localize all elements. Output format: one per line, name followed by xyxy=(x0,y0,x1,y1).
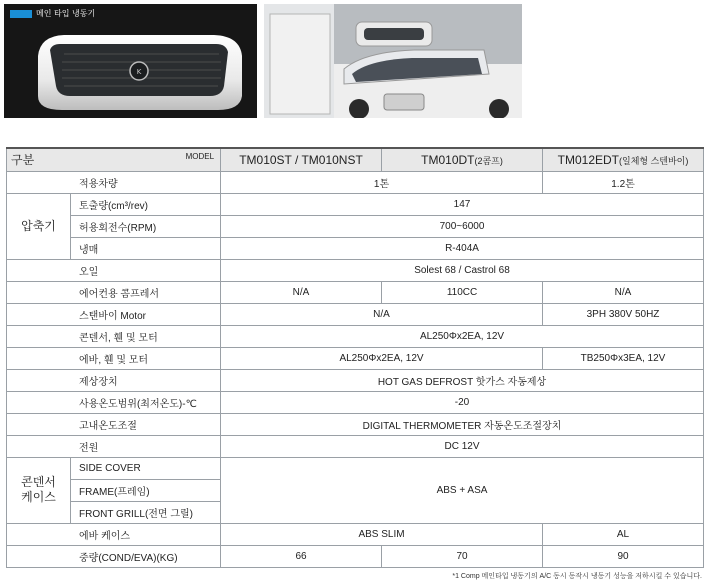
cell-value: 90 xyxy=(543,545,704,567)
table-row xyxy=(7,435,704,457)
row-label: 에어컨용 콤프레서 xyxy=(7,281,221,303)
table-row xyxy=(7,215,704,237)
model-name: TM010DT xyxy=(421,152,475,167)
model-name: TM010ST / TM010NST xyxy=(239,152,363,167)
cell-value: 1톤 xyxy=(221,171,543,193)
cell-value: HOT GAS DEFROST 핫가스 자동제상 xyxy=(221,369,704,391)
model-name: TM012EDT xyxy=(557,152,620,167)
row-label: 제상장치 xyxy=(7,369,221,391)
row-label: 사용온도범위(최저온도)-℃ xyxy=(7,391,221,413)
table-row xyxy=(7,457,704,479)
cell-value: N/A xyxy=(543,281,704,303)
gubun-label: 구분 xyxy=(11,153,35,168)
cell-value: DIGITAL THERMOMETER 자동온도조절장치 xyxy=(221,413,704,435)
table-row xyxy=(7,413,704,435)
cell-value: AL250Φx2EA, 12V xyxy=(221,325,704,347)
header-model-2 xyxy=(382,148,543,171)
svg-text:K: K xyxy=(136,68,142,76)
row-label: FRONT GRILL(전면 그릴) xyxy=(71,501,221,523)
header-model-3 xyxy=(543,148,704,171)
row-label: 고내온도조절 xyxy=(7,413,221,435)
row-label: 적용차량 xyxy=(7,171,221,193)
cell-value: N/A xyxy=(221,281,382,303)
table-row xyxy=(7,303,704,325)
row-label: 중량(COND/EVA)(KG) xyxy=(7,545,221,567)
group-label-case: 콘덴서 케이스 xyxy=(7,457,71,523)
row-label: 냉매 xyxy=(71,237,221,259)
product-photo-truck xyxy=(264,4,522,118)
cell-value: 1.2톤 xyxy=(543,171,704,193)
cell-value: AL250Φx2EA, 12V xyxy=(221,347,543,369)
cell-value: 110CC xyxy=(382,281,543,303)
row-label: FRAME(프레임) xyxy=(71,479,221,501)
row-label: 에바, 휀 및 모터 xyxy=(7,347,221,369)
row-label: 에바 케이스 xyxy=(7,523,221,545)
group-label-compressor: 압축기 xyxy=(7,193,71,259)
row-label: 전원 xyxy=(7,435,221,457)
table-row xyxy=(7,523,704,545)
unit-illustration xyxy=(4,4,257,118)
product-photo-unit xyxy=(4,4,257,118)
table-row xyxy=(7,391,704,413)
header-model-1 xyxy=(221,148,382,171)
table-row xyxy=(7,281,704,303)
model-label: MODEL xyxy=(185,152,215,162)
table-header-row xyxy=(7,148,704,171)
footnote: *1 Comp 메인타입 냉동기의 A/C 동시 동작시 냉동기 성능을 저하시킬 수 있습니다. xyxy=(452,573,702,580)
cell-value: AL xyxy=(543,523,704,545)
cell-value: ABS SLIM xyxy=(221,523,543,545)
cell-value: -20 xyxy=(221,391,704,413)
table-row xyxy=(7,259,704,281)
model-sub: (일체형 스텐바이) xyxy=(619,155,689,166)
cell-value: R-404A xyxy=(221,237,704,259)
truck-illustration xyxy=(264,4,522,118)
row-label: SIDE COVER xyxy=(71,457,221,479)
table-row xyxy=(7,193,704,215)
cell-value: 700~6000 xyxy=(221,215,704,237)
table-row xyxy=(7,545,704,567)
header-gubun xyxy=(7,148,221,171)
cell-value: N/A xyxy=(221,303,543,325)
cell-value: 147 xyxy=(221,193,704,215)
cell-value: 66 xyxy=(221,545,382,567)
table-row xyxy=(7,325,704,347)
row-label: 스탠바이 Motor xyxy=(7,303,221,325)
photo-caption: 메인 타입 냉동기 xyxy=(36,9,96,18)
row-label: 허용회전수(RPM) xyxy=(71,215,221,237)
table-row xyxy=(7,237,704,259)
table-row xyxy=(7,369,704,391)
cell-value: TB250Φx3EA, 12V xyxy=(543,347,704,369)
row-label: 콘덴서, 휀 및 모터 xyxy=(7,325,221,347)
model-sub: (2콤프) xyxy=(474,155,503,166)
cell-value: Solest 68 / Castrol 68 xyxy=(221,259,704,281)
spec-table xyxy=(6,147,704,568)
table-row xyxy=(7,347,704,369)
cell-value: ABS + ASA xyxy=(221,457,704,523)
cell-value: 3PH 380V 50HZ xyxy=(543,303,704,325)
row-label: 오일 xyxy=(7,259,221,281)
cell-value: DC 12V xyxy=(221,435,704,457)
row-label: 토출량(cm³/rev) xyxy=(71,193,221,215)
table-row xyxy=(7,171,704,193)
cell-value: 70 xyxy=(382,545,543,567)
